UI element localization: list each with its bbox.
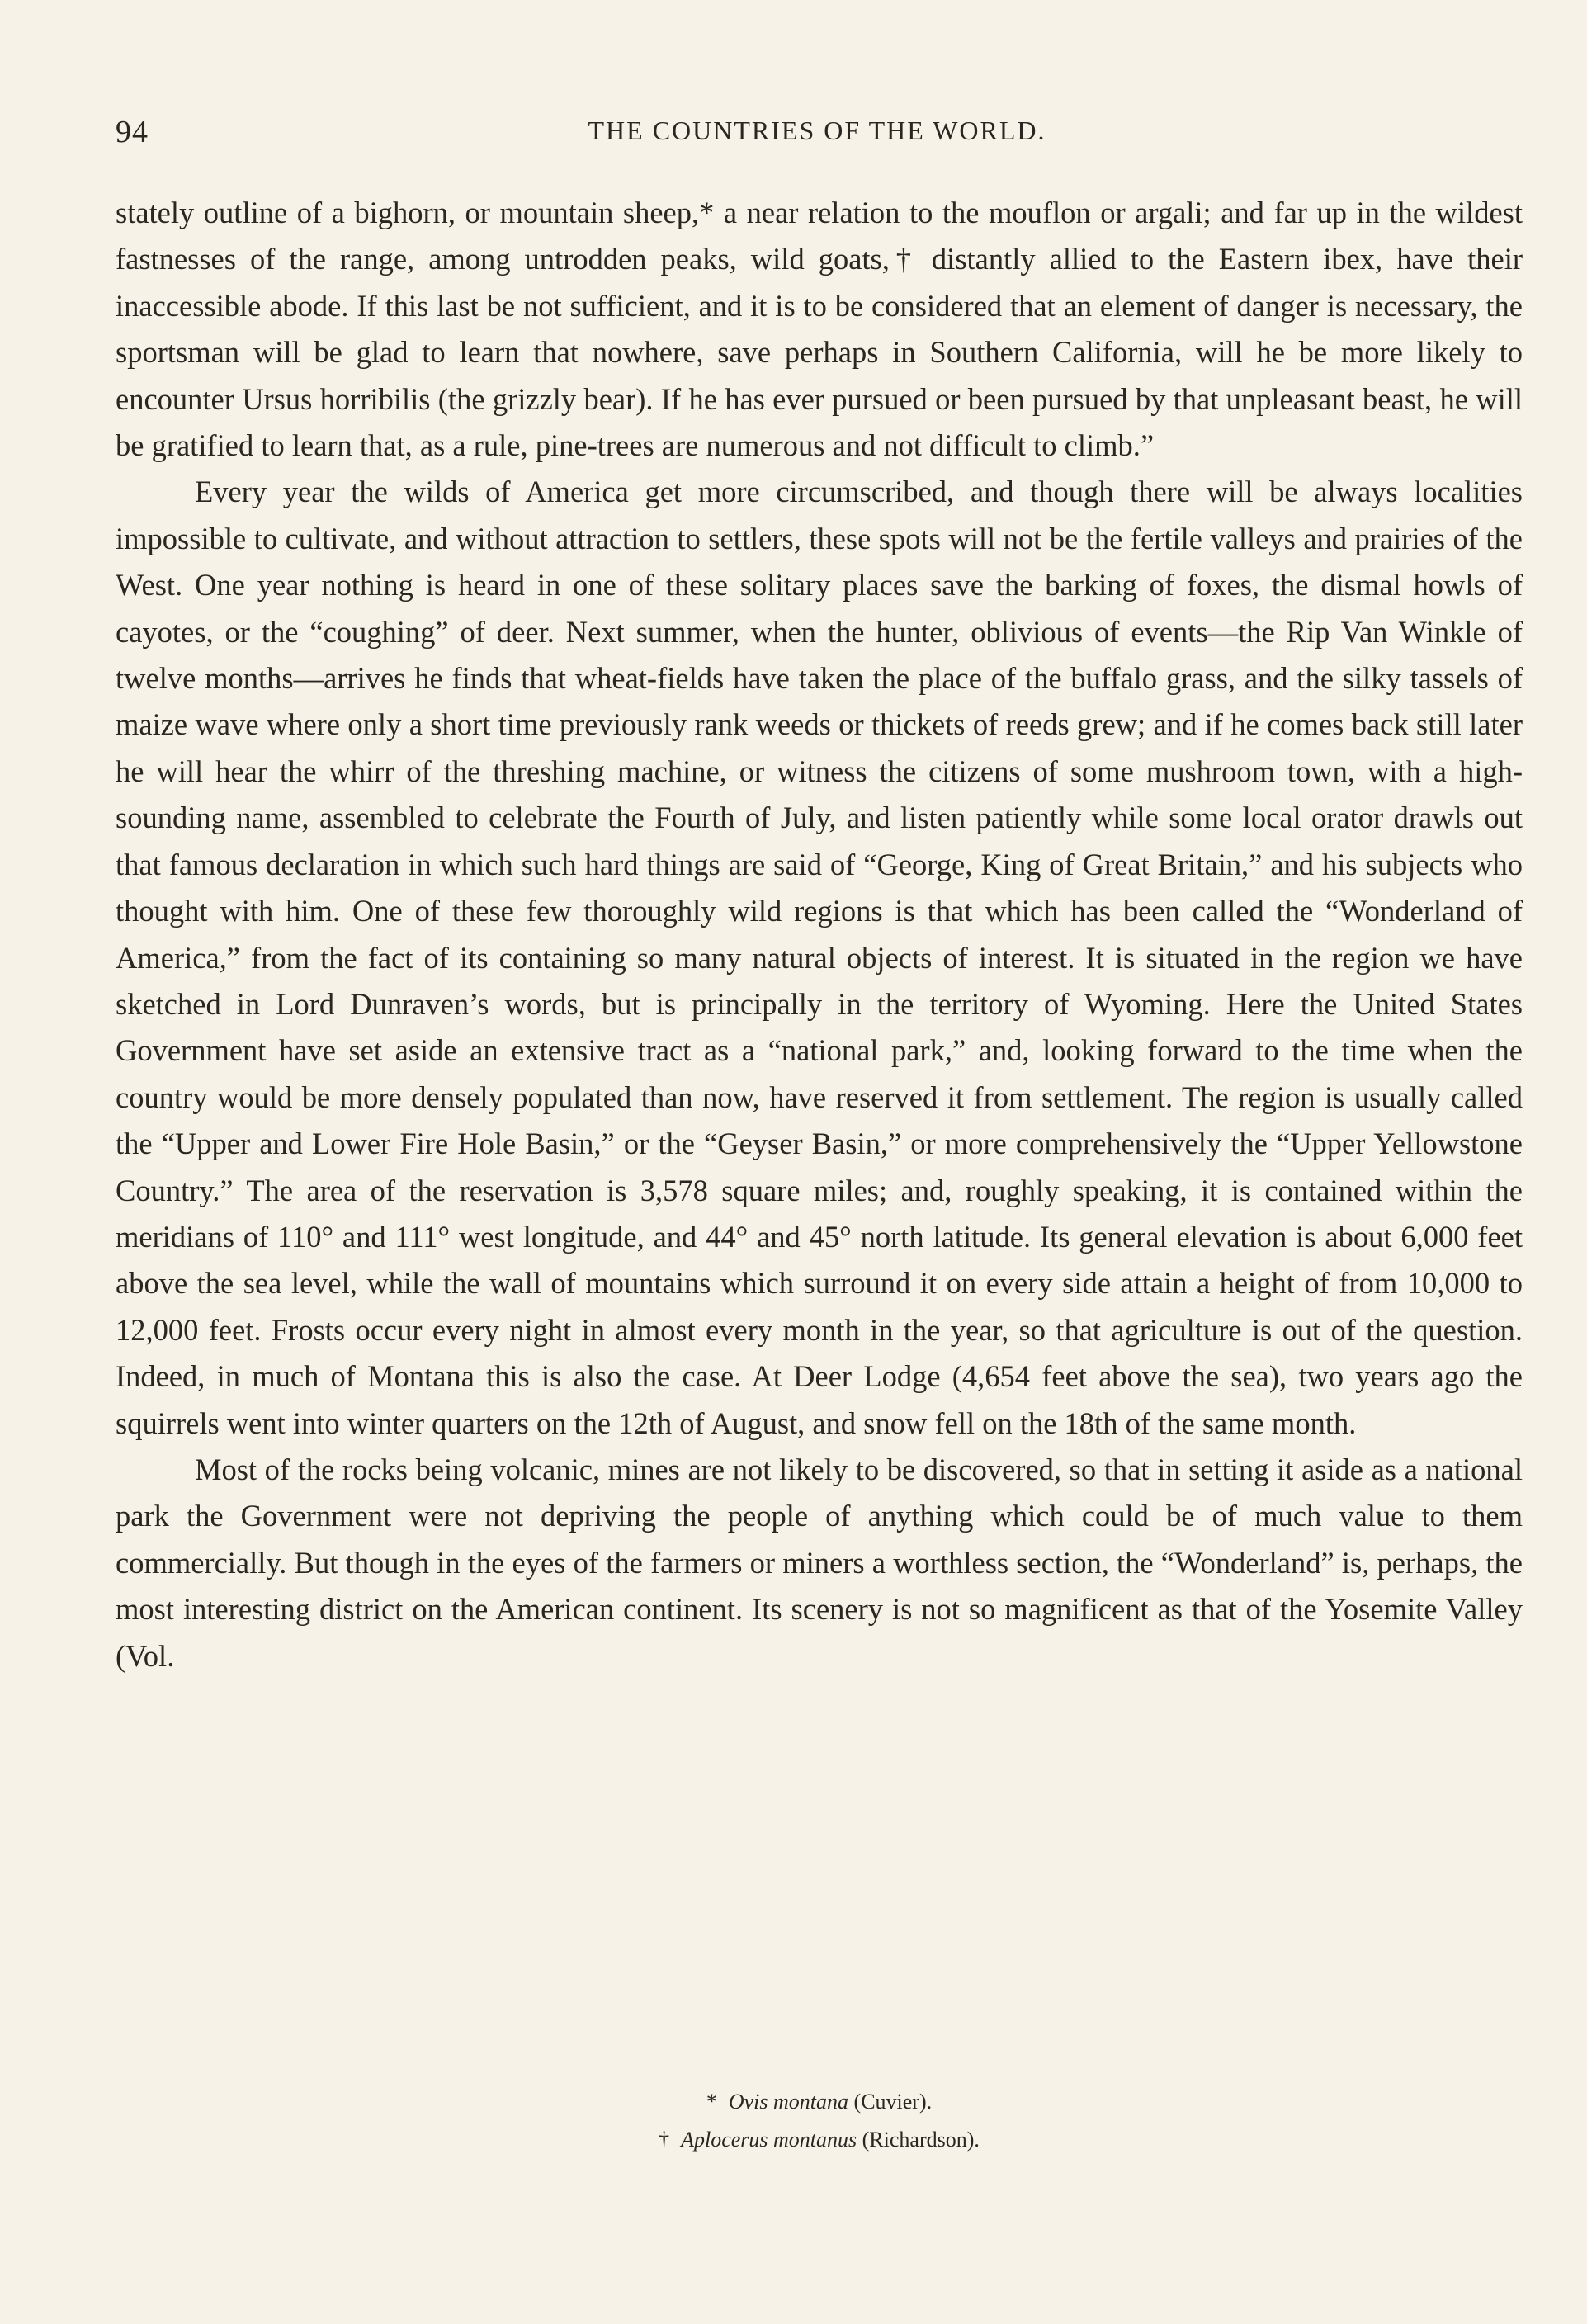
footnote-mark: † [659, 2128, 670, 2152]
footnote-mark: * [706, 2090, 717, 2114]
footnote [116, 2083, 1523, 2121]
page-number: 94 [116, 115, 149, 149]
running-title: THE COUNTRIES OF THE WORLD. [588, 116, 1046, 145]
body-text [116, 190, 1523, 1679]
footnote-species: Aplocerus montanus [681, 2128, 857, 2152]
paragraph-wonderland: Every year the wilds of America get more circumscribed, and though there will be always localities impossible to cultivate, and without attraction to settlers, these spots will not be the fertile valleys and prairies of the West. One year nothing is heard in one of these solitary places save the barking of foxes, the dismal howls of cayotes, or the “coughing” of deer. Next summer, when the hunter, oblivious of events—the Rip Van Winkle of twelve months—arrives he finds that wheat-fields have taken the place of the buffalo grass, and the silky tassels of maize wave where only a short time previously rank weeds or thickets of reeds grew; and if he comes back still later he will hear the whirr of the threshing machine, or witness the citizens of some mushroom town, with a high-sounding name, assembled to celebrate the Fourth of July, and listen patiently while some local orator drawls out that famous declaration in which such hard things are said of “George, King of Great Britain,” and his subjects who thought with him. One of these few thoroughly wild regions is that which has been called the “Wonderland of America,” from the fact of its containing so many natural objects of interest. It is situated in the region we have sketched in Lord Dunraven’s words, but is principally in the territory of Wyoming. Here the United States Government have set aside an extensive tract as a “national park,” and, looking forward to the time when the country would be more densely populated than now, have reserved it from settlement. The region is usually called the “Upper and Lower Fire Hole Basin,” or the “Geyser Basin,” or more comprehensively the “Upper Yellowstone Country.” The area of the reservation is 3,578 square miles; and, roughly speaking, it is contained within the meridians of 110° and 111° west longitude, and 44° and 45° north latitude. Its general elevation is about 6,000 feet above the sea level, while the wall of mountains which surround it on every side attain a height of from 10,000 to 12,000 feet. Frosts occur every night in almost every month in the year, so that agriculture is out of the question. Indeed, in much of Montana this is also the case. At Deer Lodge (4,654 feet above the sea), two years ago the squirrels went into winter quarters on the 12th of August, and snow fell on the 18th of the same month. [116, 475, 1523, 1440]
footnote-authority: (Richardson). [857, 2128, 980, 2152]
footnote-species: Ovis montana [728, 2090, 849, 2114]
running-head [116, 114, 1519, 155]
footnote-authority: (Cuvier). [848, 2090, 933, 2114]
footnotes [116, 2083, 1523, 2159]
paragraph-volcanic-rocks: Most of the rocks being volcanic, mines are not likely to be discovered, so that in setting it aside as a national park the Government were not depriving the people of anything which could be of much value to them commercially. But though in the eyes of the farmers or miners a worthless section, the “Wonderland” is, perhaps, the most interesting district on the American continent. Its scenery is not so magnificent as that of the Yosemite Valley (Vol. [116, 1452, 1523, 1673]
footnote [116, 2121, 1523, 2159]
paragraph-continued: stately outline of a bighorn, or mountain sheep,* a near relation to the mouflon or argali; and far up in the wildest fastnesses of the range, among untrodden peaks, wild goats,† distantly allied to the Eastern ibex, have their inaccessible abode. If this last be not sufficient, and it is to be considered that an element of danger is necessary, the sportsman will be glad to learn that nowhere, save perhaps in Southern California, will he be more likely to encounter Ursus horribilis (the grizzly bear). If he has ever pursued or been pursued by that unpleasant beast, he will be gratified to learn that, as a rule, pine-trees are numerous and not difficult to climb.” [116, 196, 1523, 463]
